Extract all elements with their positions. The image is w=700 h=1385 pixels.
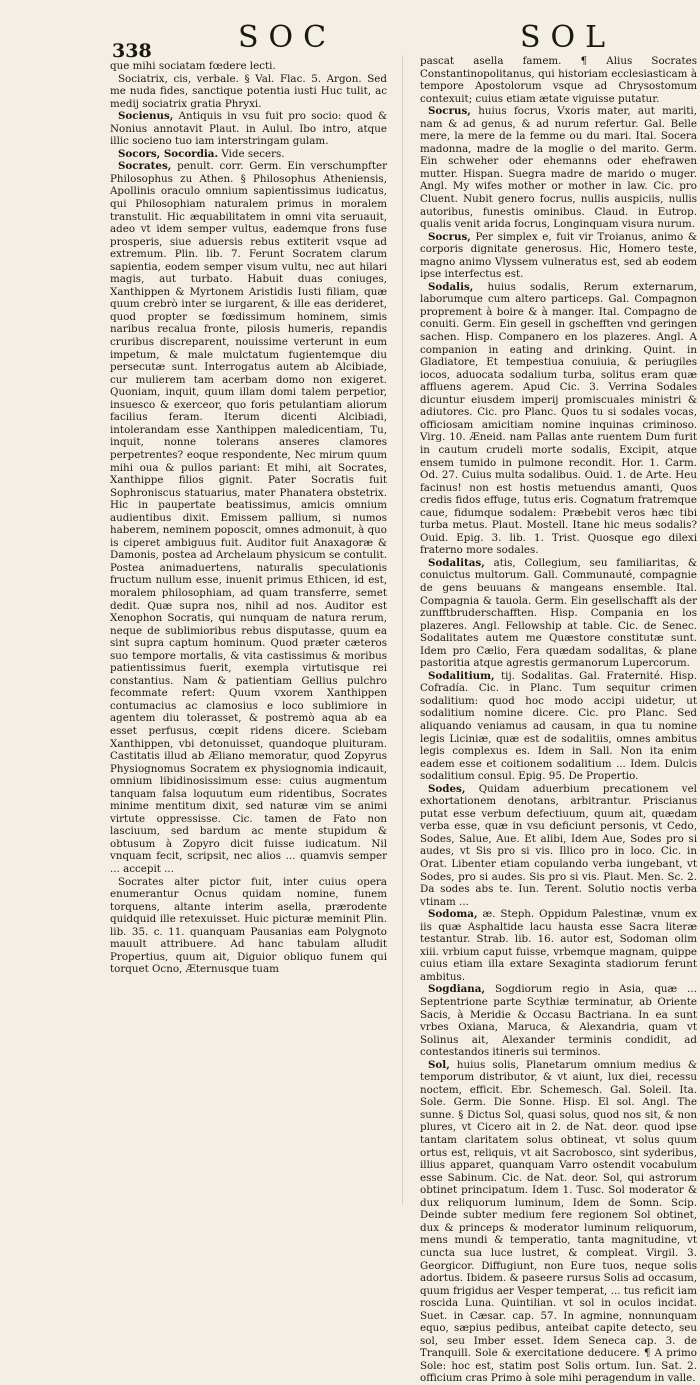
dictionary-entry — [110, 148, 387, 161]
dictionary-entry — [420, 908, 697, 983]
dictionary-entry — [110, 160, 387, 875]
entry-text: Quidam aduerbium precationem vel exhortationem denotans, arbitrantur. Priscianus putat esse verbum defectiuum, quum ait, quædam verba esse, quæ in vsu deficiunt personis, vt Cedo, Sodes, Salue, Aue. Et alibi, Idem Aue, Sodes pro si audes, vt Sis pro si vis. Illico pro in loco. Cic. in Orat. Libenter etiam copulando verba iungebant, vt Sodes, pro si audes. Sis pro si vis. Plaut. Men. Sc. 2. Da sodes abs te. Iun. Terent. Solutio noctis verba vtinam ... — [420, 782, 697, 908]
dictionary-entry — [420, 670, 697, 783]
entry-text: Per simplex e, fuit vir Troianus, animo & corporis dignitate generosus. Hic, Homero teste, magno animo Vlyssem vulneratus est, sed ab eodem ipse interfectus est. — [420, 230, 697, 281]
dictionary-entry — [420, 557, 697, 670]
entry-headword: Sol, — [428, 1058, 450, 1071]
entry-headword: Sodalitas, — [428, 556, 485, 569]
dictionary-entry — [110, 876, 387, 976]
dictionary-entry — [420, 783, 697, 908]
entry-headword: Socrus, — [428, 105, 471, 118]
entry-text: huius sodalis, Rerum externarum, laborumque cum altero particeps. Gal. Compagnon proprement à boire & à manger. Ital. Compagno de conuiti. Germ. Ein gesell in gschefften vnd geringen sachen. Hisp. Companero en los plazeres. Angl. A companion in eating and drinking. Quint. in Gladiatore, Et tempestiua conuiuia, & periugiles iocos, aduocata sodalium turba, solitus eram quæ affluens agerem. Apud Cic. 3. Verrina Sodales dicuntur eiusdem imperij promiscuales ministri & adiutores. Cic. pro Planc. Quos tu si sodales vocas, officiosam amicitiam nomine inquinas criminoso. Virg. 10. Æneid. nam Pallas ante ruentem Dum furit in cautum crudeli morte sodalis, Excipit, atque ensem tumido in pulmone recondit. Hor. 1. Carm. Od. 27. Cuius multa sodalibus. Ouid. 1. de Arte. Heu facinus! non est hostis metuendus amanti, Quos credis fidos effuge, tutus eris. Cognatum fratremque caue, fidumque sodalem: Præbebit veros hæc tibi turba metus. Plaut. Mostell. Itane hic meus sodalis? Ouid. Epig. 3. lib. 1. Trist. Quosque ego dilexi fraterno more sodales. — [420, 280, 697, 557]
running-head-left: SOC — [238, 20, 337, 55]
entry-headword: Sodoma, — [428, 908, 478, 921]
entry-text: æ. Steph. Oppidum Palestinæ, vnum ex iis quæ Asphaltide lacu hausta esse Sacra literæ testantur. Strab. lib. 16. autor est, Sodoman olim xiii. vrbium caput fuisse, vrbemque magnam, quippe cuius etiam illa extare Sexaginta stadiorum ferunt ambitus. — [420, 908, 697, 983]
dictionary-entry — [420, 281, 697, 557]
entry-headword: Sodalitium, — [428, 669, 495, 682]
entry-text: huius focrus, Vxoris mater, aut mariti, nam & ad genus, & ad nurum refertur. Gal. Belle mere, la mere de la femme ou du mari. Ital. Socera madonna, madre de la moglie o del marito. Germ. Ein schweher oder ehemanns oder ehefrawen mutter. Hispan. Suegra madre de marido o muger. Angl. My wifes mother or mother in law. Cic. pro Cluent. Nubit genero focrus, nullis auspiciis, nullis autoribus, funestis ominibus. Claud. in Eutrop. qualis venit arida focrus, Longinquam visura nurum. — [420, 105, 697, 231]
entry-text: Sogdiorum regio in Asia, quæ ... Septentrione parte Scythiæ terminatur, ab Oriente Sacis, à Meridie & Occasu Bactriana. In ea sunt vrbes Oxiana, Maruca, & Alexandria, quam vt Solinus ait, Alexander terminis condidit, ad contestandos itineris sui terminos. — [420, 983, 697, 1059]
entry-text: huius solis, Planetarum omnium medius & temporum distributor, & vt aiunt, lux diei, recessu noctem, efficit. Ebr. Schemesch. Gal. Soleil. Ita. Sole. Germ. Die Sonne. Hisp. El sol. Angl. The sunne. § Dictus Sol, quasi solus, quod nos sit, & non plures, vt Cicero ait in 2. de Nat. deor. quod ipse tantam claritatem solus obtineat, vt solus quum ortus est, reliquis, vt ait Sacrobosco, sint syderibus, illius apparet, quanquam Varro ostendit vocabulum esse Sabinum. Cic. de Nat. deor. Sol, qui astrorum obtinet principatum. Idem 1. Tusc. Sol moderator & dux reliquorum luminum, Idem de Somn. Scip. Deinde subter medium fere regionem Sol obtinet, dux & princeps & moderator luminum reliquorum, mens mundi & temperatio, tanta magnitudine, vt cuncta sua luce lustret, & compleat. Virgil. 3. Georgicor. Diffugiunt, non Eure tuos, neque solis adortus. Ibidem. & paseere rursus Solis ad occasum, quum frigidus aer Vesper temperat, ... tus reficit iam roscida Luna. Quintilian. vt sol in oculos incidat. Suet. in Cæsar. cap. 57. In agmine, nonnunquam equo, sæpius pedibus, anteibat capite detecto, seu sol, seu Imber esset. Idem Seneca cap. 3. de Tranquill. Sole & exercitatione deducere. ¶ A primo Sole: hoc est, statim post Solis ortum. Iun. Sat. 2. officium cras Primo à sole mihi peragendum in valle. — [420, 1058, 697, 1385]
dictionary-entry — [420, 105, 697, 230]
entry-headword: Socienus, — [118, 110, 174, 123]
dictionary-entry — [420, 55, 697, 105]
entry-text: penult. corr. Germ. Ein verschumpfter Philosophus zu Athen. § Philosophus Atheniensis, Apollinis oraculo omnium sapientissimus iudicatus, qui Philosophiam naturalem primus in moralem transtulit. Hic æquabilitatem in omni vita seruauit, adeo vt idem semper vultus, eademque frons fuse prosperis, siue aduersis rebus extiterit vsque ad extremum. Plin. lib. 7. Ferunt Socratem clarum sapientia, eodem semper visum vultu, nec aut hilari magis, aut turbato. Habuit duas coniuges, Xanthippen & Myrtonem Aristidis Iusti filiam, quæ quum crebrò inter se iurgarent, & ille eas derideret, quod propter se fœdissimum hominem, simis naribus recalua fronte, pilosis humeris, repandis cruribus discreparent, nouissime verterunt in eum impetum, & male mulctatum fugientemque diu persecutæ sunt. Interrogatus autem ab Alcibiade, cur mulierem tam acerbam domo non exigeret. Quoniam, inquit, quum illam domi talem perpetior, insuesco & exerceor, quo foris petulantiam aliorum facilius feram. Iterum dicenti Alcibiadi, intolerandam esse Xanthippen maledicentiam, Tu, inquit, nonne tolerans anseres clamores perpetrentes? eoque respondente, Nec mirum quum mihi oua & pullos pariant: Et mihi, ait Socrates, Xanthippe filios gignit. Pater Socratis fuit Sophroniscus statuarius, mater Phanatera obstetrix. Hic in paupertate beatissimus, amicis omnium audientibus dixit. Emissem pallium, si numos haberem, neminem poposcit, omnes admonuit, à quo is ciperet ambiguus fuit. Auditor fuit Anaxagoræ & Damonis, postea ad Archelaum physicum se contulit. Postea animaduertens, naturalis speculationis fructum nullum esse, inuenit primus Ethicen, id est, moralem philosophiam, ad quam transferre, semet dedit. Quæ supra nos, nihil ad nos. Auditor est Xenophon Socratis, qui nunquam de natura rerum, neque de sublimioribus rebus disputasse, quum ea sint supra captum hominum. Quod præter cæteros suo tempore mortalis, & vita castissimus & moribus patientissimus fuerit, exempla virtutisque rei constantius. Nam & patientiam Gellius pulchro fecommate refert: Quum vxorem Xanthippen contumacius ac clamosius e loco sublimiore in agentem diu tolerasset, & postremò aqua ab ea esset perfusus, cœpit ridens dicere. Sciebam Xanthippen, vbi detonuisset, quandoque pluituram. Castitatis illud ab Æliano memoratur, quod Zopyrus Physiognomus Socratem ex physiognomia indicauit, omnium libidinosissimum esse: cuius augmentum tanquam falsa loquutum eum ridentibus, Socrates minime mentitum dixit, sed naturæ vim se animi virtute oppressisse. Cic. tamen de Fato non lasciuum, sed bardum ac mente stupidum & obtusum à Zopyro dicit fuisse iudicatum. Nil vnquam fecit, scripsit, nec alios ... quamvis semper ... accepit ... — [110, 160, 387, 875]
entry-text: Vide secers. — [221, 147, 285, 160]
dictionary-entry — [420, 1059, 697, 1385]
entry-text: atis, Collegium, seu familiaritas, & conuictus multorum. Gall. Communauté, compagnie de gens beuuans & mangeans ensemble. Ital. Compagnia & tauola. Germ. Ein gesellschafft als der zunfftbruderschafften. Hisp. Compania en los plazeres. Angl. Fellowship at table. Cic. de Senec. Sodalitates autem me Quæstore constitutæ sunt. Idem pro Cælio, Fera quædam sodalitas, & plane pastoritia atque agrestis germanorum Lupercorum. — [420, 556, 697, 670]
entry-text: Socrates alter pictor fuit, inter cuius opera enumerantur Ocnus quidam nomine, funem torquens, altante interim asella, prærodente quidquid ille retexuisset. Huic picturæ meminit Plin. lib. 35. c. 11. quanquam Pausanias eam Polygnoto mauult attribuere. Ad hanc tabulam alludit Propertius, quum ait, Diguior obliquo funem qui torquet Ocno, Æternusque tuam — [110, 875, 387, 976]
entry-text: pascat asella famem. ¶ Alius Socrates Constantinopolitanus, qui historiam ecclesiasticam à tempore Apostolorum vsque ad Chrysostomum contexuit; cuius etiam ætate viguisse putatur. — [420, 55, 697, 105]
column-gutter — [402, 55, 403, 1205]
entry-text: Antiquis in vsu fuit pro socio: quod & Nonius annotavit Plaut. in Aulul. Ibo intro, atque illic socieno tuo iam interstringam gulam. — [110, 110, 387, 148]
entry-headword: Sogdiana, — [428, 983, 486, 996]
right-column — [420, 55, 697, 1385]
dictionary-entry — [110, 110, 387, 148]
entry-headword: Sodalis, — [428, 280, 474, 293]
entry-text: Sociatrix, cis, verbale. § Val. Flac. 5. Argon. Sed me nuda fides, sanctique potentia iusti Huc tulit, ac medij sociatrix gratia Phryxi. — [110, 72, 387, 110]
entry-headword: Socrus, — [428, 230, 471, 243]
entry-text: que mihi sociatam fœdere lecti. — [110, 60, 276, 72]
entry-headword: Socors, Socordia. — [118, 147, 219, 160]
page-number: 338 — [112, 40, 152, 62]
dictionary-entry — [420, 231, 697, 281]
left-column — [110, 60, 387, 1210]
dictionary-entry — [110, 73, 387, 111]
dictionary-entry — [110, 60, 387, 73]
entry-headword: Socrates, — [118, 160, 172, 173]
entry-headword: Sodes, — [428, 782, 466, 795]
running-head-right: SOL — [520, 20, 616, 55]
entry-text: tij. Sodalitas. Gal. Fraternité. Hisp. Cofradía. Cic. in Planc. Tum sequitur crimen sodalitium: quod hoc modo accipi uidetur, ut sodalitium nomine dicere. Cic. pro Planc. Sed aliquando veniamus ad causam, in qua tu nomine legis Liciniæ, quæ est de sodalitiis, omnes ambitus legis complexus es. Idem in Sall. Non ita enim eadem esse et coitionem sodalitium ... Idem. Dulcis sodalitium consul. Epig. 95. De Propertio. — [420, 669, 697, 783]
dictionary-entry — [420, 983, 697, 1058]
